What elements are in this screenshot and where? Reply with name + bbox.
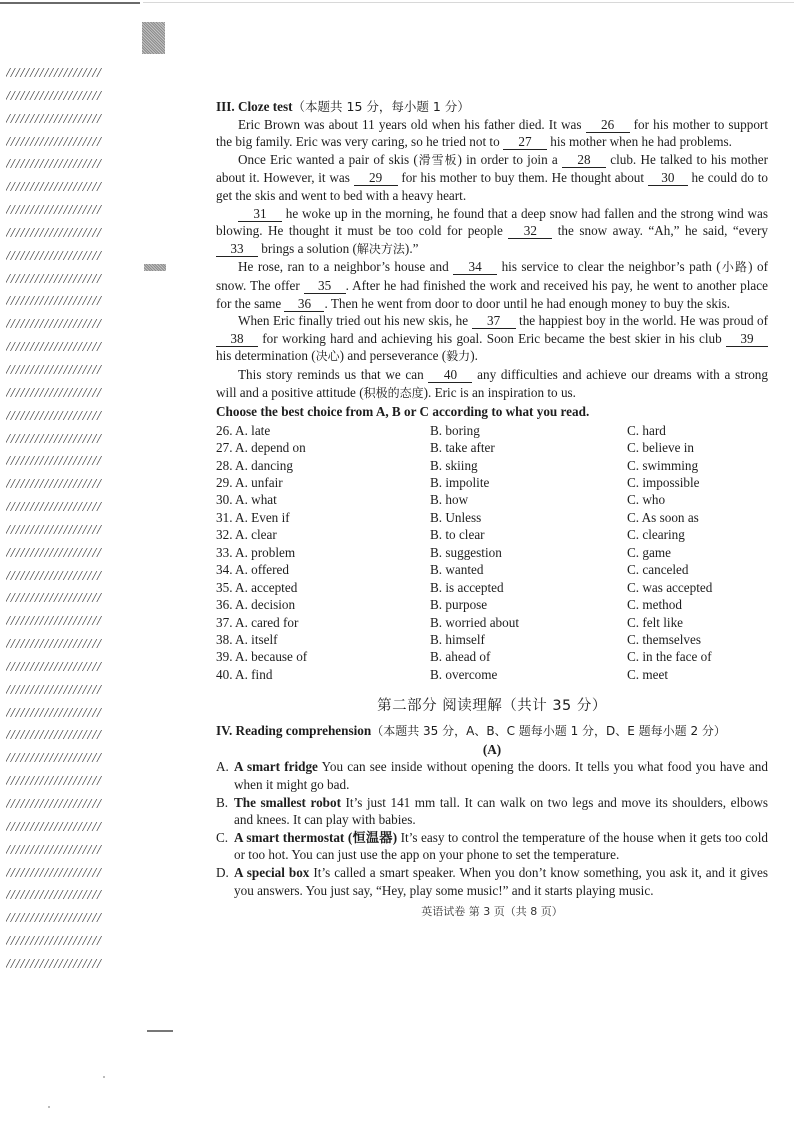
hatching-row: //////////////////// (6, 751, 102, 767)
hatching-row: //////////////////// (6, 865, 102, 881)
hatching-row: //////////////////// (6, 956, 102, 972)
hatching-row: //////////////////// (6, 637, 102, 653)
margin-dash (147, 1030, 173, 1032)
blank-40: 40 (428, 368, 472, 383)
option-row-35: 35. A. accepted B. is accepted C. was accepted (216, 579, 713, 595)
hatching-row: //////////////////// (6, 659, 102, 675)
hatching-row: //////////////////// (6, 248, 102, 264)
scan-edge-line (0, 2, 140, 4)
hatching-row: //////////////////// (6, 545, 102, 561)
blank-33: 33 (216, 242, 258, 257)
hatching-row: //////////////////// (6, 225, 102, 241)
reading-item-a: A. A smart fridge You can see inside without opening the doors. It tells you what food you have and when it might go bad. (216, 759, 768, 793)
hatching-row: //////////////////// (6, 728, 102, 744)
section-4-score-note: （本题共 35 分，A、B、C 题每小题 1 分，D、E 题每小题 2 分） (371, 724, 726, 739)
option-row-40: 40. A. find B. overcome C. meet (216, 666, 669, 682)
reading-item-c: C. A smart thermostat (恒温器) It’s easy to control the temperature of the house when it gets too cold or too hot. You can just use the app on your phone to set the temperature. (216, 829, 768, 863)
hatching-row: //////////////////// (6, 340, 102, 356)
reading-item-b: B. The smallest robot It’s just 141 mm tall. It can walk on two legs and move its shoulders, elbows and knees. It can play with babies. (216, 794, 768, 828)
part-2-title: 第二部分 阅读理解（共计 35 分） (377, 698, 607, 715)
option-row-29: 29. A. unfair B. impolite C. impossible (216, 475, 700, 490)
section-4-heading (216, 722, 768, 741)
cloze-paragraph-1: Eric Brown was about 11 years old when his father died. It was 26 for his mother to support the big family. Eric was very caring, so he tried not to 27 his mother when he had problems. (216, 116, 768, 150)
hatching-row: //////////////////// (6, 819, 102, 835)
cloze-options (216, 422, 768, 684)
hatching-row: //////////////////// (6, 111, 102, 127)
binding-mark (142, 22, 165, 54)
exam-page (216, 98, 768, 921)
section-4-title: IV. Reading comprehension (216, 723, 372, 739)
scan-speck (48, 1106, 50, 1108)
option-row-33: 33. A. problem B. suggestion C. game (216, 544, 671, 560)
cloze-paragraph-2: Once Eric wanted a pair of skis (滑雪板) in order to join a 28 club. He talked to his mother about it. However, it was 29 for his mother to buy them. He thought about 30 he could do to get the skis and went to bed with a heavy heart. (216, 151, 768, 203)
section-3-title: III. Cloze test (216, 99, 293, 114)
blank-27: 27 (503, 135, 547, 150)
hatching-row: //////////////////// (6, 203, 102, 219)
hatching-row: //////////////////// (6, 591, 102, 607)
blank-31: 31 (238, 207, 282, 222)
blank-35: 35 (304, 279, 346, 294)
hatching-row: //////////////////// (6, 705, 102, 721)
option-row-28: 28. A. dancing B. skiing C. swimming (216, 457, 699, 473)
hatching-row: //////////////////// (6, 454, 102, 470)
blank-39: 39 (726, 332, 768, 347)
passage-label: (A) (482, 741, 502, 757)
cloze-paragraph-6: This story reminds us that we can 40 any difficulties and achieve our dreams with a strong will and a positive attitude (积极的态度). Eric is an inspiration to us. (216, 366, 768, 400)
blank-36: 36 (284, 297, 324, 312)
blank-30: 30 (648, 171, 688, 186)
binding-mark (144, 264, 166, 271)
hatching-row: //////////////////// (6, 271, 102, 287)
hatching-row: //////////////////// (6, 888, 102, 904)
hatching-row: //////////////////// (6, 385, 102, 401)
hatching-row: //////////////////// (6, 431, 102, 447)
hatching-row: //////////////////// (6, 317, 102, 333)
scan-edge-line (143, 2, 794, 3)
section-3-score-note: （本题共 15 分，每小题 1 分） (292, 99, 470, 114)
hatching-row: //////////////////// (6, 568, 102, 584)
option-row-36: 36. A. decision B. purpose C. method (216, 597, 682, 613)
blank-38: 38 (216, 332, 258, 347)
option-row-32: 32. A. clear B. to clear C. clearing (216, 527, 685, 543)
section-3-heading (216, 98, 768, 116)
blank-26: 26 (586, 118, 630, 133)
hatching-row: //////////////////// (6, 842, 102, 858)
option-row-38: 38. A. itself B. himself C. themselves (216, 631, 701, 647)
hatching-row: //////////////////// (6, 797, 102, 812)
cloze-paragraph-5: When Eric finally tried out his new skis, he 37 the happiest boy in the world. He was proud of 38 for working hard and achieving his goal. Soon Eric became the best skier in his club 39 his determination (决心) and perseverance (毅力). (216, 313, 768, 364)
option-row-30: 30. A. what B. how C. who (216, 492, 666, 508)
option-row-27: 27. A. depend on B. take after C. believe in (216, 440, 695, 456)
hatching-row: //////////////////// (6, 682, 102, 698)
hatching-row: //////////////////// (6, 88, 102, 104)
option-row-26: 26. A. late B. boring C. hard (216, 422, 666, 438)
cloze-paragraph-4: He rose, ran to a neighbor’s house and 34 his service to clear the neighbor’s path (小路) of snow. The offer 35 . After he had finished the work and received his pay, he went to another place for the same 36 . Then he went from door to door until he had enough money to buy the skis. (216, 259, 768, 311)
hatching-row: //////////////////// (6, 294, 102, 310)
binding-margin-hatching (6, 63, 146, 977)
blank-32: 32 (508, 224, 552, 239)
hatching-row: //////////////////// (6, 157, 102, 173)
hatching-row: //////////////////// (6, 362, 102, 378)
hatching-row: //////////////////// (6, 477, 102, 493)
reading-item-d: D. A special box It’s called a smart speaker. When you don’t know something, you ask it, and it gives you answers. You just say, “Hey, play some music!” and it starts playing music. (216, 865, 768, 898)
option-row-31: 31. A. Even if B. Unless C. As soon as (216, 509, 699, 525)
hatching-row: //////////////////// (6, 522, 102, 538)
option-row-37: 37. A. cared for B. worried about C. felt like (216, 614, 684, 630)
blank-37: 37 (472, 314, 516, 329)
blank-28: 28 (562, 153, 606, 168)
blank-34: 34 (453, 260, 497, 275)
hatching-row: //////////////////// (6, 911, 102, 927)
hatching-row: //////////////////// (6, 500, 102, 516)
hatching-row: //////////////////// (6, 934, 102, 950)
blank-29: 29 (354, 171, 398, 186)
hatching-row: //////////////////// (6, 134, 102, 150)
page-footer: 英语试卷 第 3 页（共 8 页） (421, 905, 563, 919)
cloze-paragraph-3: 31 he woke up in the morning, he found that a deep snow had fallen and the strong wind was blowing. He thought it must be too cold for people 32 the snow away. “Ah,” he said, “every 33 brings a solution (解决方法).” (216, 205, 768, 256)
option-row-34: 34. A. offered B. wanted C. canceled (216, 562, 689, 578)
hatching-row: //////////////////// (6, 180, 102, 196)
hatching-row: //////////////////// (6, 66, 102, 81)
hatching-row: //////////////////// (6, 774, 102, 790)
hatching-row: //////////////////// (6, 408, 102, 424)
cloze-instruction: Choose the best choice from A, B or C according to what you read. (216, 404, 590, 420)
option-row-39: 39. A. because of B. ahead of C. in the face of (216, 649, 712, 665)
hatching-row: //////////////////// (6, 614, 102, 630)
scan-speck (103, 1076, 105, 1078)
